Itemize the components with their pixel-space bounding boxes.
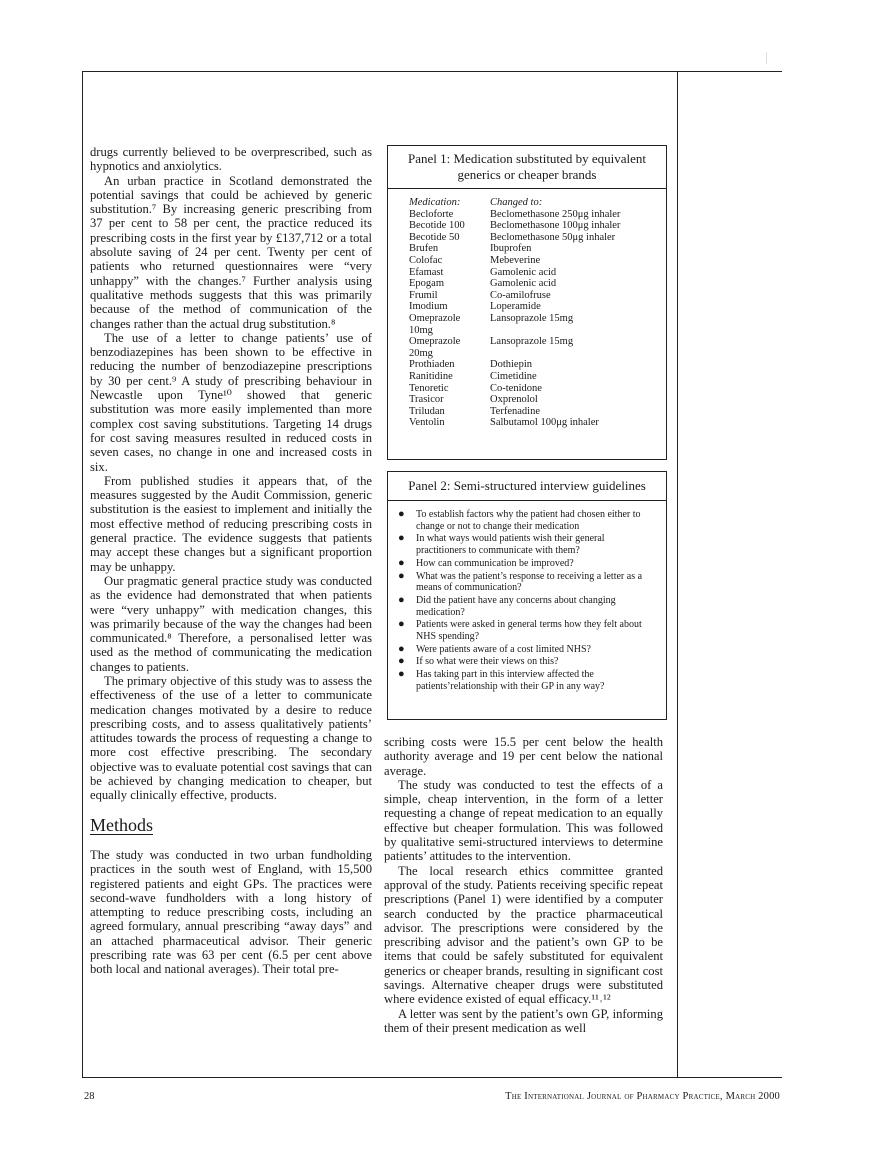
substitute-medication: Gamolenic acid <box>490 278 557 290</box>
medication-row <box>388 267 666 279</box>
guideline-text: What was the patient’s response to receiving a letter as a means of communication? <box>416 570 643 594</box>
original-medication: Epogam <box>409 278 444 290</box>
medication-row <box>388 278 666 290</box>
guideline-item <box>398 669 656 692</box>
bullet-icon: ● <box>398 508 405 520</box>
guideline-item <box>398 656 656 668</box>
original-medication: Omeprazole 10mg <box>409 312 461 336</box>
bullet-icon: ● <box>398 569 405 582</box>
original-medication: Brufen <box>409 243 439 255</box>
body-paragraph: The study was conducted to test the effects of a simple, cheap intervention, in the form of a letter requesting a change of repeat medication to an equally effective but cheaper formulation. This was followed by qualitative semi-structured interviews to determine patients’ attitudes to the intervention. <box>384 777 663 864</box>
body-paragraph: drugs currently believed to be overprescribed, such as hypnotics and anxiolytics. <box>90 145 372 174</box>
panel-2-interview-guidelines <box>387 471 667 720</box>
panel-1-title: Panel 1: Medication substituted by equivalent generics or cheaper brands <box>388 146 666 189</box>
body-paragraph: A letter was sent by the patient’s own GP, informing them of their present medication as well <box>384 1006 663 1035</box>
substitute-medication: Beclomethasone 100μg inhaler <box>490 220 621 232</box>
guideline-item <box>398 571 656 594</box>
medication-row <box>388 359 666 371</box>
body-paragraph: The use of a letter to change patients’ use of benzodiazepines has been shown to be effective in reducing the number of benzodiazepine prescriptions by 30 per cent.⁹ A study of prescribing behaviour in Newcastle upon Tyne¹⁰ showed that generic substitution was more easily implemented than more complex cost saving substitutions. Targeting 14 drugs for cost saving measures resulted in reduced costs in seven cases, no change in one and increased costs in six. <box>90 330 372 474</box>
bullet-icon: ● <box>398 618 405 631</box>
methods-heading: Methods <box>90 814 153 835</box>
substitute-medication: Oxprenolol <box>490 394 538 406</box>
original-medication: Colofac <box>409 254 443 266</box>
original-medication: Ventolin <box>409 417 445 429</box>
medication-row <box>388 313 666 336</box>
guideline-text: To establish factors why the patient had chosen either to change or not to change their medication <box>416 509 641 532</box>
medication-row <box>388 220 666 232</box>
original-medication: Prothiaden <box>409 359 455 371</box>
guideline-item <box>398 595 656 618</box>
original-medication: Becloforte <box>409 208 454 220</box>
body-paragraph: The local research ethics committee granted approval of the study. Patients receiving specific repeat prescriptions (Panel 1) were identified by a computer search conducted by the practice pharmaceutical advisor. The prescriptions were considered by the prescribing advisor and the patient’s own GP to be items that could be safely substituted for equivalent generics or cheaper brands, resulting in significant cost savings. Alternative cheaper drugs were substituted where evidence existed of equal efficacy.¹¹˒¹² <box>384 863 663 1007</box>
substitute-medication: Salbutamol 100μg inhaler <box>490 417 599 429</box>
substitute-medication: Beclomethasone 50μg inhaler <box>490 231 616 243</box>
margin-mark <box>766 52 767 64</box>
medication-row <box>388 232 666 244</box>
medication-row <box>388 371 666 383</box>
original-medication: Ranitidine <box>409 370 453 382</box>
guideline-text: Did the patient have any concerns about changing medication? <box>416 594 616 618</box>
guideline-item <box>398 533 656 556</box>
guideline-item <box>398 558 656 570</box>
substitute-medication: Lansoprazole 15mg <box>490 336 574 348</box>
body-paragraph: An urban practice in Scotland demonstrated the potential savings that could be achieved by generic substitution.⁷ By increasing generic prescribing from 37 per cent to 58 per cent, the practice reduced its prescribing costs in the first year by £137,712 or a total absolute saving of 24 per cent. Twenty per cent of patients who returned questionnaires were “very unhappy” with the changes.⁷ Further analysis using qualitative methods suggests that this was primarily because of the method of communication of the changes rather than the actual drug substitution.⁸ <box>90 173 372 331</box>
guideline-item <box>398 619 656 642</box>
original-medication: Tenoretic <box>409 382 449 394</box>
original-medication: Becotide 50 <box>409 231 460 243</box>
bullet-icon: ● <box>398 556 405 569</box>
panel-2-title: Panel 2: Semi-structured interview guidelines <box>388 472 666 501</box>
medication-row <box>388 417 666 429</box>
substitute-medication: Terfenadine <box>490 405 540 417</box>
original-medication: Efamast <box>409 266 444 278</box>
original-medication: Omeprazole 20mg <box>409 336 461 359</box>
medication-table-header <box>388 197 666 209</box>
original-medication: Imodium <box>409 301 448 313</box>
right-text-column <box>384 735 663 1035</box>
body-paragraph: The primary objective of this study was to assess the effectiveness of the use of a letter to communicate medication changes motivated by a desire to reduce prescribing costs, and to assess qualitatively patients’ attitudes towards the process of requesting a change to more cost effective prescribing. The secondary objective was to evaluate potential cost savings that can be achieved by changing medication to cheaper, but equally clinically effective, products. <box>90 673 372 803</box>
original-medication: Frumil <box>409 289 438 301</box>
guideline-item <box>398 644 656 656</box>
guideline-text: Were patients aware of a cost limited NHS? <box>416 643 591 655</box>
original-medication: Trasicor <box>409 394 444 406</box>
medication-row <box>388 243 666 255</box>
substitute-medication: Beclomethasone 250μg inhaler <box>490 208 621 220</box>
substitute-medication: Loperamide <box>490 301 541 313</box>
body-paragraph: The study was conducted in two urban fundholding practices in the south west of England, with 15,500 registered patients and eight GPs. The practices were second-wave fundholders with a long history of attempting to reduce prescribing costs, including an agreed formulary, annual prescribing “away days” and an attached pharmaceutical advisor. Their generic prescribing rate was 63 per cent (6.5 per cent above both local and national averages). Their total pre- <box>90 847 372 977</box>
bullet-icon: ● <box>398 655 405 668</box>
guideline-text: If so what were their views on this? <box>416 656 559 668</box>
guideline-text: Has taking part in this interview affected the patients’relationship with their GP in any way? <box>416 669 605 692</box>
medication-row <box>388 301 666 313</box>
body-paragraph: scribing costs were 15.5 per cent below the health authority average and 19 per cent below the national average. <box>384 735 663 778</box>
substitute-medication: Mebeverine <box>490 254 541 266</box>
page-number: 28 <box>84 1091 95 1102</box>
guideline-list <box>388 509 666 692</box>
substitute-medication: Lansoprazole 15mg <box>490 312 574 324</box>
substitute-medication: Dothiepin <box>490 359 532 371</box>
substitute-medication: Co-tenidone <box>490 382 542 394</box>
bullet-icon: ● <box>398 668 405 681</box>
medication-column-header: Medication: <box>409 197 461 208</box>
substitute-medication: Ibuprofen <box>490 243 532 255</box>
body-paragraph: Our pragmatic general practice study was conducted as the evidence had demonstrated that when patients were “very unhappy” with medication changes, this was primarily because of the way the changes had been communicated.⁸ Therefore, a personalised letter was used as the method of communicating the medication changes to patients. <box>90 573 372 674</box>
original-medication: Becotide 100 <box>409 220 465 232</box>
substitute-medication: Cimetidine <box>490 370 537 382</box>
original-medication: Triludan <box>409 405 445 417</box>
left-text-column <box>90 145 372 977</box>
guideline-text: Patients were asked in general terms how they felt about NHS spending? <box>416 619 642 642</box>
medication-row <box>388 406 666 418</box>
bullet-icon: ● <box>398 532 405 545</box>
substitute-medication: Gamolenic acid <box>490 266 557 278</box>
journal-footer: The International Journal of Pharmacy Practice, March 2000 <box>505 1091 780 1102</box>
changed-to-column-header: Changed to: <box>490 197 543 208</box>
panel-1-medication-table <box>387 145 667 460</box>
body-paragraph: From published studies it appears that, of the measures suggested by the Audit Commission, generic substitution is the easiest to implement and initially the most effective method of reducing prescribing costs in general practice. The evidence suggests that patients may accept these changes but a significant proportion may be unhappy. <box>90 473 372 574</box>
medication-row <box>388 336 666 359</box>
medication-row <box>388 209 666 221</box>
guideline-text: In what ways would patients wish their general practitioners to communicate with them? <box>416 533 605 556</box>
guideline-text: How can communication be improved? <box>416 557 574 569</box>
medication-row <box>388 383 666 395</box>
medication-table-body <box>388 209 666 429</box>
frame-left-rule <box>82 71 83 1078</box>
medication-row <box>388 255 666 267</box>
medication-row <box>388 394 666 406</box>
medication-row <box>388 290 666 302</box>
substitute-medication: Co-amilofruse <box>490 289 551 301</box>
bullet-icon: ● <box>398 593 405 606</box>
frame-right-rule <box>677 71 678 1078</box>
guideline-item <box>398 509 656 532</box>
bullet-icon: ● <box>398 642 405 655</box>
